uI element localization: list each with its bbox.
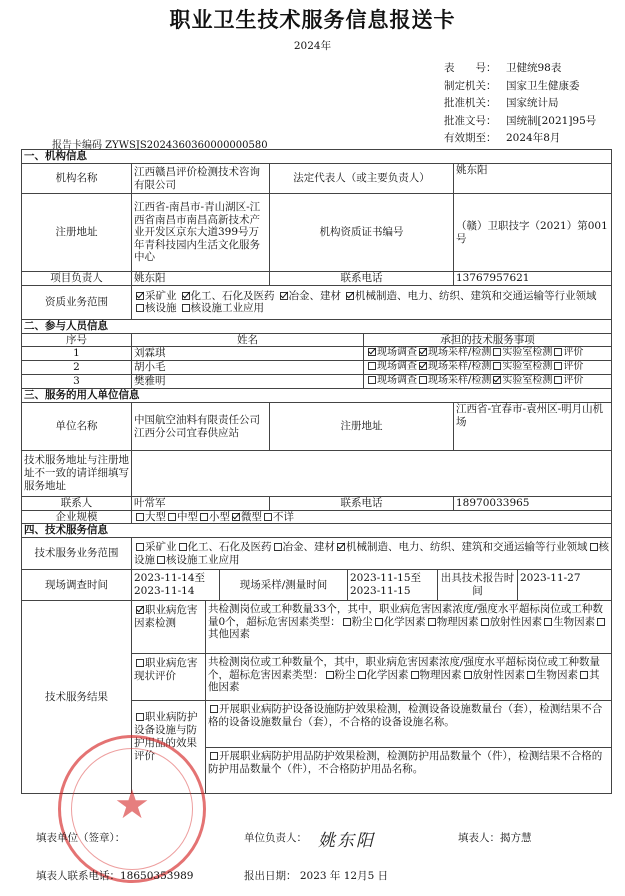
checkbox[interactable]	[157, 556, 165, 564]
contact-value: 叶常军	[132, 497, 270, 511]
survey-time-label: 现场调查时间	[22, 570, 132, 601]
checkbox[interactable]	[411, 671, 419, 679]
result-type	[132, 601, 206, 653]
checkbox	[210, 705, 218, 713]
footer-filler: 填表人：揭方慧	[458, 832, 532, 844]
row-name: 刘霖琪	[132, 347, 364, 361]
option-label: 实验室检测	[502, 361, 553, 373]
option-label: 评价	[563, 375, 584, 387]
checkbox[interactable]	[274, 543, 282, 551]
report-form	[21, 149, 612, 794]
option-label: 采矿业	[145, 541, 177, 553]
contact-label: 联系人	[22, 497, 132, 511]
option-label: 其他因素	[208, 668, 600, 693]
meta-key: 批准文号：	[444, 114, 497, 127]
option-label: 机械制造、电力、纺织、建筑和交通运输等行业领域	[346, 541, 588, 553]
result-text	[206, 601, 611, 653]
meta-row	[444, 113, 596, 131]
service-scope-label: 技术服务业务范围	[22, 538, 132, 570]
option-label: 小型	[209, 510, 230, 523]
result-text-body: 共检测岗位或工种数量33个，其中，职业病危害因素浓度/强度水平超标岗位或工种数量0个，超标危害因素类型：	[208, 603, 603, 628]
option-label: 冶金、建材	[282, 541, 335, 553]
unit-name-value: 中国航空油料有限责任公司江西分公司宜春供应站	[132, 403, 270, 451]
footer-unit: 填表单位（签章）：	[36, 832, 126, 844]
checkbox[interactable]	[136, 543, 144, 551]
scope-option	[134, 290, 177, 303]
option-label: 大型	[145, 510, 166, 523]
checkbox[interactable]	[493, 362, 501, 370]
result-text-body: 共检测岗位或工种数量个，其中，职业病危害因素浓度/强度水平超标岗位或工种数量个，超标危害因素类型：	[208, 656, 601, 681]
option-label: 冶金、建材	[288, 289, 341, 302]
org-name-label: 机构名称	[22, 164, 132, 194]
unit-address-label: 注册地址	[270, 403, 454, 451]
legal-rep-label: 法定代表人（或主要负责人）	[270, 164, 454, 194]
unit-phone-value: 18970033965	[454, 497, 612, 511]
report-code: 报告卡编码 ZYWSJS2024360360000000580	[52, 140, 268, 151]
checkbox[interactable]	[375, 618, 383, 626]
checkbox[interactable]	[136, 659, 144, 667]
option-label: 现场采样/检测	[428, 347, 492, 359]
checkbox[interactable]	[326, 671, 334, 679]
result-text	[206, 654, 611, 700]
option-label: 核设施工业应用	[190, 302, 264, 314]
meta-row	[444, 95, 596, 113]
result-row	[132, 701, 612, 794]
option-label: 不详	[273, 510, 294, 523]
result-type	[132, 654, 206, 700]
option-label: 评价	[563, 347, 584, 359]
section-title: 一、机构信息	[22, 150, 612, 164]
checkbox[interactable]	[368, 348, 376, 356]
unit-address-value: 江西省-宜春市-袁州区-明月山机场	[454, 403, 612, 451]
section-title: 二、参与人员信息	[22, 319, 612, 333]
checkbox[interactable]	[264, 513, 272, 521]
checkbox[interactable]	[493, 348, 501, 356]
size-options	[132, 510, 612, 524]
option-label: 职业病防护设备设施与防护用品的效果评价	[134, 711, 198, 762]
unit-phone-label: 联系电话	[270, 497, 454, 511]
checkbox[interactable]	[343, 618, 351, 626]
option-label: 实验室检测	[502, 375, 553, 387]
checkbox[interactable]	[597, 618, 605, 626]
option-label: 评价	[563, 361, 584, 373]
checkbox[interactable]	[280, 292, 288, 300]
row-items	[364, 361, 612, 375]
checkbox[interactable]	[182, 292, 190, 300]
size-label: 企业规模	[22, 510, 132, 524]
checkbox[interactable]	[419, 376, 427, 384]
meta-value: 国家统计局	[506, 97, 559, 109]
option-label: 粉尘	[351, 615, 373, 628]
checkbox[interactable]	[179, 543, 187, 551]
sample-time-label: 现场采样/测量时间	[220, 570, 348, 600]
result-text-part	[206, 701, 611, 748]
option-label: 生物因素	[536, 668, 578, 681]
option-label: 实验室检测	[502, 347, 553, 359]
option-label: 物理因素	[436, 615, 479, 628]
option-label: 生物因素	[553, 615, 596, 628]
report-year: 2024年	[293, 40, 332, 52]
survey-time-value: 2023-11-14至2023-11-14	[132, 570, 220, 600]
row-no: 2	[22, 361, 132, 375]
leader-signature: 姚东阳	[318, 831, 375, 851]
checkbox[interactable]	[419, 362, 427, 370]
meta-key: 表 号：	[444, 62, 497, 74]
pm-label: 项目负责人	[22, 272, 132, 286]
meta-key: 制定机关：	[444, 79, 497, 92]
org-address-value: 江西省-南昌市-青山湖区-江西省南昌市南昌高新技术产业开发区京东大道399号万年青科技园内生活文化服务中心	[132, 194, 270, 272]
sample-time-value: 2023-11-15至2023-11-15	[348, 570, 438, 600]
checkbox[interactable]	[580, 671, 588, 679]
org-scope-options	[132, 285, 612, 319]
checkbox[interactable]	[419, 348, 427, 356]
option-label: 采矿业	[145, 289, 177, 302]
checkbox[interactable]	[368, 362, 376, 370]
option-label: 化工、石化及医药	[187, 541, 272, 553]
footer-phone: 填表人联系电话：18650353989	[36, 870, 194, 882]
option-label: 微型	[241, 510, 262, 523]
page-title: 职业卫生技术服务信息报送卡	[169, 8, 456, 32]
result-text-body: 开展职业病防护用品防护效果检测，检测防护用品数量个（件），检测结果不合格的防护用品数量个（件），不合格防护用品名称。	[208, 749, 603, 775]
meta-value: 国统制[2021]95号	[506, 114, 597, 127]
meta-key: 批准机关：	[444, 97, 497, 109]
org-name-value: 江西赣昌评价检测技术咨询有限公司	[132, 164, 270, 194]
meta-row	[444, 60, 596, 78]
option-label: 职业病危害现状评价	[134, 657, 198, 682]
option-label: 放射性因素	[489, 615, 543, 628]
checkbox[interactable]	[554, 376, 562, 384]
checkbox[interactable]	[590, 543, 598, 551]
option-label: 核设施工业应用	[166, 553, 240, 566]
checkbox[interactable]	[527, 671, 535, 679]
row-items	[364, 375, 612, 389]
org-phone-value: 13767957621	[454, 272, 612, 286]
org-phone-label: 联系电话	[270, 272, 454, 286]
row-name: 胡小毛	[132, 361, 364, 375]
option-label: 现场采样/检测	[428, 361, 492, 373]
scope-option	[180, 290, 275, 303]
option-label: 现场调查	[377, 347, 417, 359]
table-row	[22, 361, 612, 375]
checkbox[interactable]	[337, 543, 345, 551]
form-meta	[444, 60, 596, 148]
service-scope-options	[132, 538, 612, 570]
legal-rep-value: 姚东阳	[454, 164, 612, 194]
result-type	[132, 701, 206, 793]
checkbox[interactable]	[346, 292, 354, 300]
pm-value: 姚东阳	[132, 272, 270, 286]
section-title: 四、技术服务信息	[22, 524, 612, 538]
org-address-label: 注册地址	[22, 194, 132, 272]
col-name-header: 姓名	[132, 333, 364, 347]
scope-option	[278, 290, 342, 303]
scope-option	[180, 302, 265, 315]
meta-row	[444, 130, 596, 148]
option-label: 物理因素	[419, 668, 462, 681]
option-label: 机械制造、电力、纺织、建筑和交通运输等行业领域	[355, 289, 597, 302]
option-label: 现场调查	[377, 361, 417, 373]
scope-option	[344, 290, 597, 302]
checkbox[interactable]	[481, 618, 489, 626]
option-label: 粉尘	[334, 668, 356, 681]
unit-name-label: 单位名称	[22, 403, 132, 451]
meta-row	[444, 78, 596, 96]
checkbox[interactable]	[464, 671, 472, 679]
result-text	[206, 701, 611, 793]
col-no-header: 序号	[22, 333, 132, 347]
checkbox[interactable]	[136, 606, 144, 614]
time-row	[132, 570, 612, 601]
scope-option	[134, 302, 177, 315]
row-no: 1	[22, 347, 132, 361]
option-label: 核设施	[145, 302, 177, 314]
option-label: 中型	[177, 510, 198, 523]
col-items-header: 承担的技术服务事项	[364, 333, 612, 347]
checkbox[interactable]	[136, 304, 144, 312]
section-title: 三、服务的用人单位信息	[22, 389, 612, 403]
checkbox[interactable]	[136, 292, 144, 300]
checkbox[interactable]	[136, 713, 144, 721]
seal-star-icon: ★	[114, 782, 150, 828]
option-label: 放射性因素	[472, 668, 525, 681]
table-row	[22, 375, 612, 389]
footer-date: 报出日期： 2023 年 12月5 日	[244, 870, 389, 882]
option-label: 职业病危害因素检测	[134, 604, 198, 629]
result-row	[132, 654, 612, 701]
checkbox[interactable]	[358, 671, 366, 679]
checkbox[interactable]	[493, 376, 501, 384]
checkbox[interactable]	[554, 348, 562, 356]
cert-no-label: 机构资质证书编号	[270, 194, 454, 272]
checkbox	[210, 752, 218, 760]
result-label: 技术服务结果	[22, 601, 132, 794]
option-label: 其他因素	[208, 628, 250, 640]
service-address-value	[132, 451, 612, 497]
option-label: 化工、石化及医药	[190, 289, 275, 302]
scope-label: 资质业务范围	[22, 285, 132, 319]
checkbox[interactable]	[428, 618, 436, 626]
row-items	[364, 347, 612, 361]
meta-value: 2024年8月	[506, 132, 561, 144]
table-row	[22, 347, 612, 361]
row-no: 3	[22, 375, 132, 389]
meta-value: 卫健统98表	[506, 62, 562, 74]
checkbox[interactable]	[368, 376, 376, 384]
checkbox[interactable]	[232, 513, 240, 521]
result-text-body: 开展职业病防护设备设施防护效果检测，检测设备设施数量台（套），检测结果不合格的设备设施数量台（套），不合格的设备设施名称。	[208, 703, 603, 728]
row-name: 樊雅明	[132, 375, 364, 389]
report-time-value: 2023-11-27	[520, 572, 581, 584]
checkbox[interactable]	[182, 304, 190, 312]
result-row	[132, 601, 612, 654]
option-label: 现场采样/检测	[428, 375, 492, 387]
checkbox[interactable]	[168, 513, 176, 521]
footer-leader: 单位负责人：	[244, 832, 307, 844]
result-text-part	[206, 748, 611, 794]
option-label: 化学因素	[383, 615, 426, 628]
checkbox[interactable]	[200, 513, 208, 521]
meta-key: 有效期至：	[444, 132, 497, 144]
checkbox[interactable]	[136, 513, 144, 521]
checkbox[interactable]	[554, 362, 562, 370]
checkbox[interactable]	[544, 618, 552, 626]
cert-no-value: （赣）卫职技字（2021）第001号	[454, 194, 612, 272]
service-address-label: 技术服务地址与注册地址不一致的请详细填写服务地址	[22, 451, 132, 497]
option-label: 现场调查	[377, 375, 417, 387]
meta-value: 国家卫生健康委	[506, 79, 580, 92]
report-time-label: 出具技术报告时间	[438, 570, 518, 600]
option-label: 化学因素	[366, 668, 409, 681]
option-label: 核设施	[134, 541, 609, 566]
